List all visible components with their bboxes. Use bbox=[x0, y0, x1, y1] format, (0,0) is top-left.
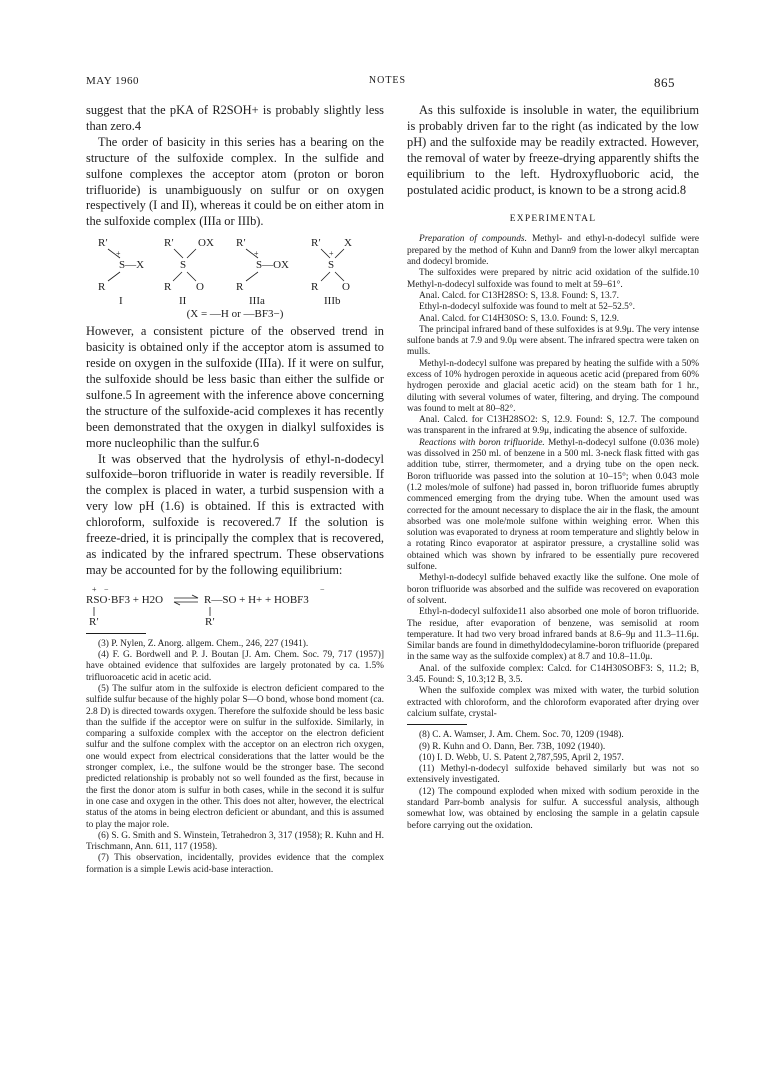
structure-atom: R bbox=[98, 281, 106, 294]
charge-minus: − bbox=[104, 584, 109, 594]
structure-atom: R′ bbox=[98, 237, 108, 250]
footnote: (4) F. G. Bordwell and P. J. Boutan [J. Am. Chem. Soc. 79, 717 (1957)] have obtained evidence that sulfoxides are largely protonated by ca. 1.5% trifluoroacetic acid in acetic acid. bbox=[86, 650, 384, 683]
page-number: 865 bbox=[654, 75, 675, 90]
paragraph: Ethyl-n-dodecyl sulfoxide11 also absorbed one mole of boron trifluoride. The residue, after evaporation of benzene, was semisolid at room temperature. It had two very broad infrared bands at 8.6–9μ and 11.3–11.6μ. Similar bands are found in dimethyldodecylamine-boron trifluoride (prepared in the same way as the sulfoxide complex) at 8.7 and 10.8–11.0μ. bbox=[407, 607, 699, 663]
paragraph: suggest that the pKA of R2SOH+ is probably slightly less than zero.4 bbox=[86, 103, 384, 133]
run-in-heading: Preparation of compounds. bbox=[419, 234, 527, 245]
structure-label: IIIa bbox=[249, 295, 265, 308]
paragraph: However, a consistent picture of the observed trend in basicity is obtained only if the acceptor atom is assumed to reside on oxygen in the sulfoxide (IIIa). If it were on sulfur, the sulfoxide should be less basic than either the sulfide or sulfone.5 In agreement with the inference above concerning the structure of the sulfoxide-acid complexes it has recently been demonstrated that the oxygen in dialkyl sulfoxides is more nucleophilic than the sulfur.6 bbox=[86, 324, 384, 450]
paragraph: As this sulfoxide is insoluble in water, the equilibrium is probably driven far to the right (as indicated by the low pH) and the sulfoxide may be readily extracted. However, the removal of water by freeze-drying apparently shifts the equilibrium to the left. Hydroxyfluoboric acid, the postulated acidic product, is known to be a strong acid.8 bbox=[407, 103, 699, 197]
structure-atom: O bbox=[342, 281, 350, 294]
footnote: (3) P. Nylen, Z. Anorg. allgem. Chem., 246, 227 (1941). bbox=[98, 638, 309, 649]
right-column bbox=[407, 103, 699, 832]
structure-IIIb bbox=[311, 237, 352, 307]
paragraph: The order of basicity in this series has a bearing on the structure of the sulfoxide complex. In the sulfide and sulfone complexes the acceptor atom (proton or boron trifluoride) is unambiguously on sulfur or on oxygen respectively (I and II), whereas it could be on either atom in the sulfoxide complex (IIIa or IIIb). bbox=[86, 134, 384, 229]
structure-atom: OX bbox=[198, 237, 214, 250]
structure-atom: S bbox=[180, 259, 187, 272]
footnote-rule bbox=[407, 724, 467, 725]
equation-rhs: R—SO + H+ + HOBF3 bbox=[204, 593, 309, 606]
structure-atom: S bbox=[328, 259, 335, 272]
paragraph-text: Methyl- and ethyl-n-dodecyl sulfide were prepared by the method of Kuhn and Dann9 from the lower alkyl mercaptan and dodecyl bromide. bbox=[407, 234, 699, 268]
footnote: (10) I. D. Webb, U. S. Patent 2,787,595, April 2, 1957. bbox=[419, 752, 624, 763]
structure-IIIa bbox=[236, 237, 289, 307]
footnote: (7) This observation, incidentally, provides evidence that the complex formation is a simple Lewis acid-base interaction. bbox=[86, 853, 384, 875]
structure-atom: X bbox=[344, 237, 352, 250]
structure-atom: R′ bbox=[311, 237, 321, 250]
equation-substituent: R′ bbox=[89, 615, 99, 628]
structure-atom: S—OX bbox=[256, 259, 290, 272]
paragraph: Anal. Calcd. for C13H28SO2: S, 12.9. Found: S, 12.7. The compound was transparent in the infrared at 9.9μ, indicating the absence of sulfoxide. bbox=[407, 415, 699, 437]
equation-lhs: RSO·BF3 + H2O bbox=[86, 593, 164, 606]
charge-minus: − bbox=[320, 584, 325, 594]
charge-plus: + bbox=[254, 249, 259, 259]
run-in-heading: Reactions with boron trifluoride. bbox=[419, 437, 545, 448]
equilibrium-equation bbox=[86, 585, 384, 629]
charge-plus: + bbox=[116, 249, 121, 259]
paragraph: Anal. Calcd. for C13H28SO: S, 13.8. Found: S, 13.7. bbox=[419, 290, 620, 301]
structure-figure bbox=[86, 234, 384, 310]
footnote: (5) The sulfur atom in the sulfoxide is electron deficient compared to the sulfide sulfur because of the highly polar S—O bond, whose bond moment (ca. 2.8 D) is directed towards oxygen. Therefore the sulfoxide should be less basic than the sulfide if the acceptor were on sulfur in the sulfoxide. Similarly, in comparing a sulfoxide complex with the acceptor on the electron deficient sulfur and the sulfone complex with the acceptor on an electron rich oxygen, one would expect from electrical considerations that the latter would be the stronger complex, i.e., the sulfone would be the stronger base. The second predicted relationship is probably not so well founded as the first, because in the first the donor atom is sulfur in both cases, while in the second it is sulfur in one case and oxygen in the other. This does not alter, however, the electrical status of the atoms in being electron deficient or abundant, and this is assumed to play the major role. bbox=[86, 683, 384, 830]
section-heading: EXPERIMENTAL bbox=[509, 214, 597, 225]
structure-atom: R′ bbox=[164, 237, 174, 250]
structure-label: I bbox=[119, 295, 123, 308]
structure-atom: R′ bbox=[236, 237, 246, 250]
structure-atom: R bbox=[311, 281, 319, 294]
paragraph: The sulfoxides were prepared by nitric acid oxidation of the sulfide.10 Methyl-n-dodecyl sulfoxide was found to melt at 59–61°. bbox=[407, 268, 699, 290]
paragraph: When the sulfoxide complex was mixed with water, the turbid solution extracted with chloroform, and the chloroform evaporated after drying over calcium sulfate, crystal- bbox=[407, 686, 699, 719]
footnote: (8) C. A. Wamser, J. Am. Chem. Soc. 70, 1209 (1948). bbox=[419, 730, 624, 741]
footnote: (11) Methyl-n-dodecyl sulfoxide behaved similarly but was not so extensively investigated. bbox=[407, 764, 699, 786]
footnote: (6) S. G. Smith and S. Winstein, Tetrahedron 3, 317 (1958); R. Kuhn and H. Trischmann, Ann. 611, 117 (1958). bbox=[86, 830, 384, 853]
paragraph bbox=[407, 234, 699, 268]
structure-atom: S—X bbox=[119, 259, 145, 272]
footnote-rule bbox=[86, 633, 146, 634]
paragraph: Anal. Calcd. for C14H30SO: S, 13.0. Found: S, 12.9. bbox=[419, 313, 620, 324]
structure-label: II bbox=[179, 295, 187, 308]
paragraph: The principal infrared band of these sulfoxides is at 9.9μ. The very intense sulfone bands at 7.9 and 9.0μ were absent. The infrared spectra were taken on mulls. bbox=[407, 324, 699, 358]
paragraph-text: Methyl-n-dodecyl sulfone (0.036 mole) was dissolved in 250 ml. of benzene in a 500 ml. 3-neck flask fitted with gas addition tube, stirrer, thermometer, and a drying tube on the open neck. Boron trifluoride was passed into the solution at 10–15°; when 0.043 mole (1.2 moles/mole of sulfone) had passed in, boron trifluoride fumes abruptly commenced emerging from the drying tube. When the amount used was corrected for the amount necessary to displace the air in the flask, the amount absorbed was one mole/mole sulfone within weighing error. When this solution was evaporated to dryness at room temperature and slightly below in a rotating Rinco evaporator at aspirator pressure, a crystalline solid was obtained which was shown by infrared to be essentially pure recovered sulfone. bbox=[407, 437, 699, 573]
structure-label: IIIb bbox=[324, 295, 341, 308]
structure-atom: O bbox=[196, 281, 204, 294]
paragraph: It was observed that the hydrolysis of ethyl-n-dodecyl sulfoxide–boron trifluoride in water is readily reversible. If the complex is placed in water, a turbid suspension with a very low pH (1.6) is obtained. If this is extracted with chloroform, sulfoxide is recovered.7 If the solution is freeze-dried, it is principally the complex that is recovered, as indicated by the infrared spectrum. These observations may be accounted for by the following equilibrium: bbox=[86, 451, 384, 577]
paragraph: Ethyl-n-dodecyl sulfoxide was found to melt at 52–52.5°. bbox=[419, 302, 635, 313]
paragraph: Methyl-n-dodecyl sulfone was prepared by heating the sulfide with a 50% excess of 10% hydrogen peroxide in aqueous acetic acid (prepared from 60% hydrogen peroxide and glacial acetic acid) on the steam bath for 1 hr., diluting with several volumes of water, filtering, and drying. The compound was found to melt at 80–82°. bbox=[407, 358, 699, 414]
paragraph: Anal. of the sulfoxide complex: Calcd. for C14H30SOBF3: S, 11.2; B, 3.45. Found: S, 10.3;12 B, 3.5. bbox=[407, 663, 699, 686]
equation-substituent: R′ bbox=[205, 615, 215, 628]
structure-atom: R bbox=[164, 281, 172, 294]
charge-plus: + bbox=[329, 249, 334, 259]
footnote: (9) R. Kuhn and O. Dann, Ber. 73B, 1092 (1940). bbox=[419, 741, 606, 752]
structure-II bbox=[164, 237, 214, 307]
paragraph bbox=[407, 438, 699, 574]
structure-caption: (X = —H or —BF3−) bbox=[186, 308, 284, 321]
charge-plus: + bbox=[92, 584, 97, 594]
structure-atom: R bbox=[236, 281, 244, 294]
footnote: (12) The compound exploded when mixed with sodium peroxide in the standard Parr-bomb analysis for sulfur. A successful analysis, although somewhat low, was obtained by enclosing the sample in a gelatin capsule before carrying out the oxidation. bbox=[407, 786, 699, 831]
structure-I bbox=[98, 237, 144, 307]
running-header-date: MAY 1960 bbox=[86, 75, 140, 87]
running-header-section: NOTES bbox=[368, 75, 407, 86]
left-column bbox=[86, 103, 384, 876]
paragraph: Methyl-n-dodecyl sulfide behaved exactly like the sulfone. One mole of boron trifluoride was absorbed and the sulfide was recovered on evaporation of solvent. bbox=[407, 573, 699, 606]
